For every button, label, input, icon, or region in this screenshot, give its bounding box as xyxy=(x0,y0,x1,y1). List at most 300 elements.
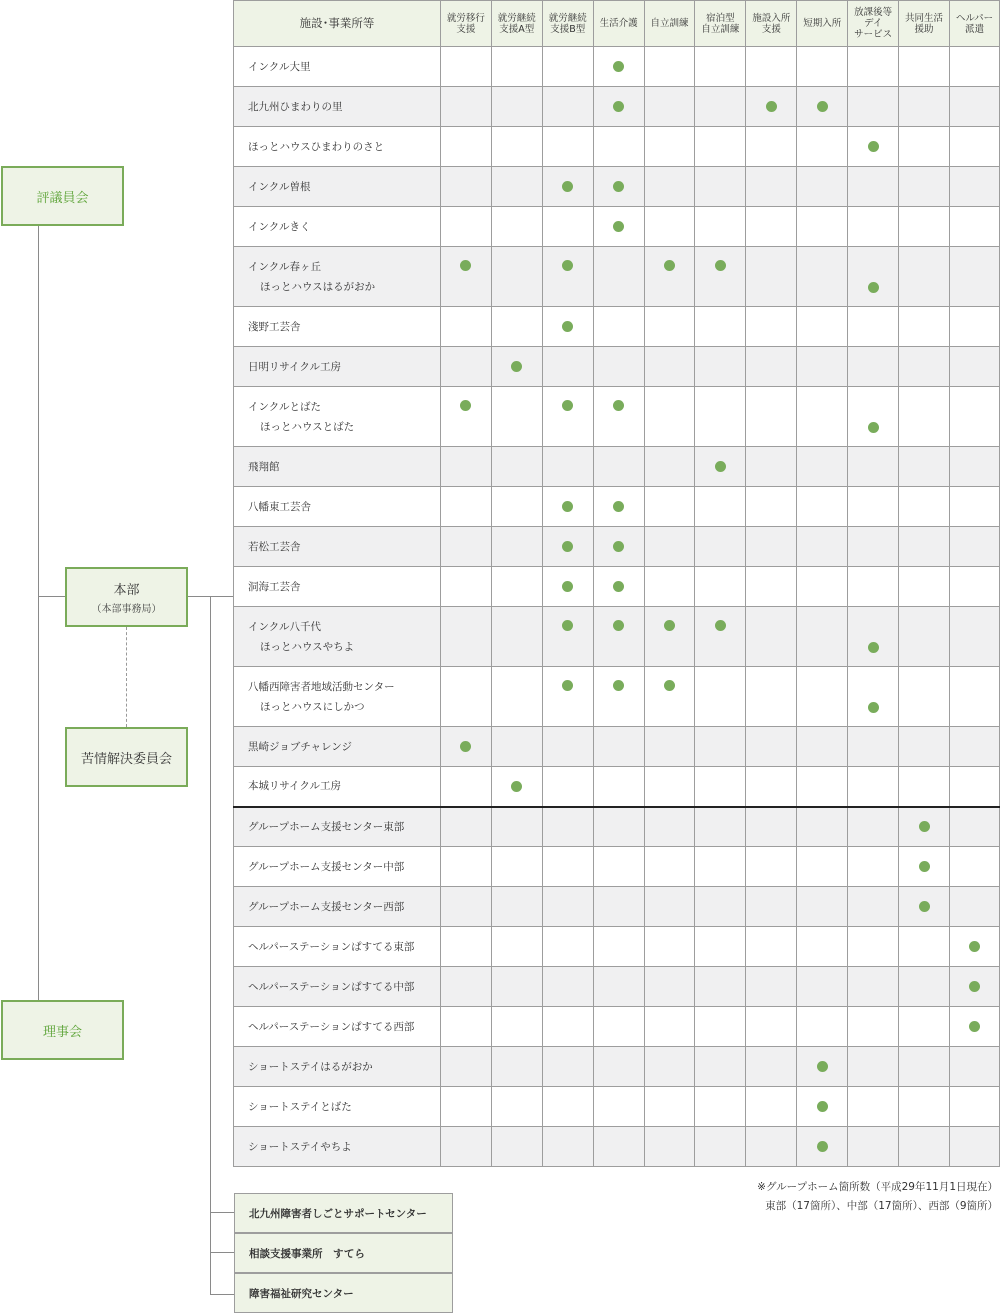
service-dot xyxy=(562,400,573,411)
service-dot xyxy=(817,1101,828,1112)
service-cell xyxy=(440,307,491,347)
service-cell xyxy=(746,447,797,487)
service-cell xyxy=(695,927,746,967)
service-cell xyxy=(899,487,950,527)
service-cell xyxy=(542,1007,593,1047)
service-cell xyxy=(797,807,848,847)
service-cell xyxy=(644,207,695,247)
facility-name-cell xyxy=(234,1087,441,1127)
service-cell xyxy=(440,887,491,927)
service-cell xyxy=(695,127,746,167)
table-row xyxy=(234,47,1000,87)
extra-unit-label: 北九州障害者しごとサポートセンター xyxy=(249,1207,427,1220)
service-cell xyxy=(746,127,797,167)
service-cell xyxy=(746,47,797,87)
service-cell xyxy=(746,1127,797,1167)
facility-name-cell xyxy=(234,167,441,207)
service-cell xyxy=(695,727,746,767)
service-cell xyxy=(491,847,542,887)
table-row xyxy=(234,667,1000,727)
service-cell xyxy=(797,207,848,247)
service-cell xyxy=(848,847,899,887)
service-cell xyxy=(848,1127,899,1167)
table-row xyxy=(234,307,1000,347)
service-cell xyxy=(797,847,848,887)
facility-subname: ほっとハウスにしかつ xyxy=(260,700,365,713)
service-cell xyxy=(746,967,797,1007)
column-header xyxy=(746,1,797,47)
headquarters-grievance-dashed-connector xyxy=(126,627,127,727)
service-cell xyxy=(848,567,899,607)
service-dot xyxy=(562,321,573,332)
service-cell xyxy=(899,167,950,207)
service-cell xyxy=(593,87,644,127)
service-dot xyxy=(919,861,930,872)
extra-unit-label: 相談支援事業所 すてら xyxy=(249,1247,365,1260)
service-cell xyxy=(848,887,899,927)
column-header-line: 自立訓練 xyxy=(701,23,740,35)
service-dot xyxy=(562,181,573,192)
service-cell xyxy=(593,767,644,807)
facility-name-cell xyxy=(234,727,441,767)
service-cell xyxy=(440,567,491,607)
table-row xyxy=(234,927,1000,967)
service-cell xyxy=(542,247,593,307)
service-cell xyxy=(848,87,899,127)
column-header xyxy=(440,1,491,47)
service-cell xyxy=(899,567,950,607)
service-cell xyxy=(695,1047,746,1087)
service-dot xyxy=(868,702,879,713)
service-cell xyxy=(950,607,1000,667)
facility-name: ショートステイやちよ xyxy=(248,1140,352,1153)
service-cell xyxy=(746,527,797,567)
service-cell xyxy=(746,167,797,207)
service-cell xyxy=(491,87,542,127)
facility-name: グループホーム支援センター中部 xyxy=(248,860,405,873)
column-header-line: 就労継続 xyxy=(548,12,587,24)
service-cell xyxy=(848,387,899,447)
service-cell xyxy=(797,127,848,167)
service-dot xyxy=(511,361,522,372)
service-cell xyxy=(899,807,950,847)
service-cell xyxy=(899,767,950,807)
service-cell xyxy=(644,307,695,347)
board-box xyxy=(1,1000,124,1060)
service-cell xyxy=(542,567,593,607)
table-row xyxy=(234,527,1000,567)
column-header-line: 支援 xyxy=(761,23,781,35)
service-cell xyxy=(950,667,1000,727)
service-cell xyxy=(746,387,797,447)
service-cell xyxy=(644,447,695,487)
service-cell xyxy=(440,87,491,127)
service-cell xyxy=(440,127,491,167)
service-cell xyxy=(848,767,899,807)
service-cell xyxy=(950,447,1000,487)
service-cell xyxy=(848,1047,899,1087)
service-cell xyxy=(797,527,848,567)
service-cell xyxy=(797,1007,848,1047)
service-cell xyxy=(542,667,593,727)
service-cell xyxy=(593,527,644,567)
service-cell xyxy=(593,1007,644,1047)
board-label: 理事会 xyxy=(42,1024,82,1040)
service-cell xyxy=(593,127,644,167)
service-cell xyxy=(950,167,1000,207)
service-cell xyxy=(899,527,950,567)
service-cell xyxy=(848,1007,899,1047)
service-cell xyxy=(542,127,593,167)
service-cell xyxy=(746,807,797,847)
service-cell xyxy=(593,1047,644,1087)
service-cell xyxy=(848,447,899,487)
headquarters-branch-vertical xyxy=(210,596,211,1295)
service-cell xyxy=(491,567,542,607)
service-cell xyxy=(899,1087,950,1127)
service-cell xyxy=(491,47,542,87)
service-cell xyxy=(746,307,797,347)
facility-name: インクル八千代 xyxy=(248,620,321,633)
table-row xyxy=(234,347,1000,387)
service-cell xyxy=(542,307,593,347)
service-cell xyxy=(848,167,899,207)
facility-name-cell xyxy=(234,1127,441,1167)
service-cell xyxy=(797,167,848,207)
service-cell xyxy=(491,1127,542,1167)
facility-name: インクル春ヶ丘 xyxy=(248,260,321,273)
facility-name: 八幡西障害者地域活動センター xyxy=(248,680,395,693)
service-dot xyxy=(613,620,624,631)
service-cell xyxy=(797,1127,848,1167)
service-cell xyxy=(899,127,950,167)
service-cell xyxy=(797,347,848,387)
facility-name-cell xyxy=(234,307,441,347)
service-cell xyxy=(848,307,899,347)
service-cell xyxy=(542,1087,593,1127)
service-cell xyxy=(542,847,593,887)
header-row xyxy=(234,1,1000,47)
service-cell xyxy=(593,207,644,247)
service-dot xyxy=(613,541,624,552)
service-cell xyxy=(899,247,950,307)
service-cell xyxy=(746,87,797,127)
service-cell xyxy=(644,1047,695,1087)
service-cell xyxy=(746,487,797,527)
service-cell xyxy=(491,1087,542,1127)
service-cell xyxy=(797,1047,848,1087)
service-cell xyxy=(491,1007,542,1047)
facility-name: ほっとハウスひまわりのさと xyxy=(248,140,385,153)
council-label: 評議員会 xyxy=(36,190,89,206)
service-cell xyxy=(440,967,491,1007)
service-dot xyxy=(868,422,879,433)
facility-name: ヘルパーステーションぱすてる東部 xyxy=(248,940,415,953)
service-cell xyxy=(950,307,1000,347)
facility-name-cell xyxy=(234,887,441,927)
service-cell xyxy=(440,247,491,307)
table-row xyxy=(234,967,1000,1007)
service-cell xyxy=(950,527,1000,567)
facility-name: ヘルパーステーションぱすてる西部 xyxy=(248,1020,415,1033)
service-cell xyxy=(950,847,1000,887)
service-cell xyxy=(542,87,593,127)
facility-name-cell xyxy=(234,247,441,307)
table-row xyxy=(234,127,1000,167)
column-header-line: 自立訓練 xyxy=(650,18,689,29)
facility-name: 淺野工芸舎 xyxy=(248,320,301,333)
table-row xyxy=(234,1087,1000,1127)
service-cell xyxy=(440,847,491,887)
service-cell xyxy=(542,727,593,767)
facility-name: 北九州ひまわりの里 xyxy=(248,100,343,113)
service-dot xyxy=(460,400,471,411)
service-cell xyxy=(695,1127,746,1167)
service-dot xyxy=(715,260,726,271)
table-row xyxy=(234,767,1000,807)
service-cell xyxy=(644,167,695,207)
facility-name: 若松工芸舎 xyxy=(248,540,301,553)
group-home-count-note: ※グループホーム箇所数（平成29年11月1日現在） xyxy=(757,1181,998,1193)
column-header-line: 放課後等 xyxy=(854,7,893,18)
column-header-line: 支援A型 xyxy=(499,23,535,35)
column-header xyxy=(593,1,644,47)
facility-name-cell xyxy=(234,347,441,387)
facility-name: インクルとばた xyxy=(248,400,321,413)
service-cell xyxy=(695,527,746,567)
column-header-line: サービス xyxy=(854,29,893,40)
service-cell xyxy=(899,307,950,347)
column-header-line: ヘルパー xyxy=(955,12,994,24)
service-cell xyxy=(440,347,491,387)
service-cell xyxy=(746,1047,797,1087)
service-cell xyxy=(644,1087,695,1127)
service-cell xyxy=(848,207,899,247)
extra-unit-label: 障害福祉研究センター xyxy=(249,1287,354,1300)
service-cell xyxy=(899,47,950,87)
column-header-line: 短期入所 xyxy=(803,18,842,29)
service-cell xyxy=(542,1127,593,1167)
service-cell xyxy=(695,567,746,607)
service-cell xyxy=(593,167,644,207)
service-cell xyxy=(542,527,593,567)
column-header-line: 宿泊型 xyxy=(706,12,735,24)
service-cell xyxy=(644,727,695,767)
service-cell xyxy=(848,667,899,727)
service-cell xyxy=(491,207,542,247)
service-cell xyxy=(797,607,848,667)
service-cell xyxy=(593,47,644,87)
service-cell xyxy=(797,767,848,807)
service-cell xyxy=(746,1007,797,1047)
facility-name-cell xyxy=(234,387,441,447)
service-cell xyxy=(899,1127,950,1167)
service-cell xyxy=(950,927,1000,967)
service-cell xyxy=(695,847,746,887)
service-cell xyxy=(695,607,746,667)
service-cell xyxy=(950,887,1000,927)
service-cell xyxy=(950,127,1000,167)
headquarters-sublabel: （本部事務局） xyxy=(91,604,162,615)
table-row xyxy=(234,487,1000,527)
service-cell xyxy=(440,1047,491,1087)
service-cell xyxy=(848,607,899,667)
service-cell xyxy=(695,1087,746,1127)
service-cell xyxy=(899,207,950,247)
service-cell xyxy=(746,727,797,767)
service-cell xyxy=(542,207,593,247)
trunk-headquarters-connector xyxy=(38,596,65,597)
facility-name-cell xyxy=(234,607,441,667)
service-cell xyxy=(899,1007,950,1047)
service-cell xyxy=(797,487,848,527)
service-dot xyxy=(969,941,980,952)
table-row xyxy=(234,847,1000,887)
service-cell xyxy=(593,387,644,447)
service-cell xyxy=(950,1087,1000,1127)
service-cell xyxy=(644,487,695,527)
service-cell xyxy=(746,1087,797,1127)
service-cell xyxy=(542,167,593,207)
service-dot xyxy=(868,282,879,293)
service-dot xyxy=(664,680,675,691)
service-cell xyxy=(950,1047,1000,1087)
service-cell xyxy=(899,887,950,927)
service-cell xyxy=(848,527,899,567)
service-cell xyxy=(950,767,1000,807)
facility-name: 日明リサイクル工房 xyxy=(248,360,342,373)
service-dot xyxy=(613,400,624,411)
service-cell xyxy=(644,967,695,1007)
service-cell xyxy=(644,1007,695,1047)
facility-name: ショートステイはるがおか xyxy=(248,1060,373,1073)
service-cell xyxy=(695,887,746,927)
service-cell xyxy=(440,767,491,807)
service-cell xyxy=(593,927,644,967)
service-cell xyxy=(542,767,593,807)
service-cell xyxy=(950,247,1000,307)
service-cell xyxy=(797,567,848,607)
table-row xyxy=(234,447,1000,487)
service-cell xyxy=(695,307,746,347)
service-cell xyxy=(848,967,899,1007)
service-cell xyxy=(899,347,950,387)
service-cell xyxy=(797,667,848,727)
service-cell xyxy=(440,727,491,767)
service-cell xyxy=(491,127,542,167)
service-cell xyxy=(644,927,695,967)
facility-name: グループホーム支援センター東部 xyxy=(248,820,405,833)
service-cell xyxy=(491,767,542,807)
service-cell xyxy=(644,387,695,447)
service-cell xyxy=(695,387,746,447)
column-header-line: 生活介護 xyxy=(599,18,638,29)
service-cell xyxy=(644,527,695,567)
column-header xyxy=(644,1,695,47)
service-cell xyxy=(695,967,746,1007)
service-cell xyxy=(542,807,593,847)
service-dot xyxy=(613,61,624,72)
service-cell xyxy=(848,927,899,967)
service-cell xyxy=(440,807,491,847)
service-dot xyxy=(715,620,726,631)
service-cell xyxy=(644,767,695,807)
service-cell xyxy=(491,487,542,527)
service-cell xyxy=(593,667,644,727)
facility-name-cell xyxy=(234,847,441,887)
service-cell xyxy=(491,887,542,927)
service-cell xyxy=(491,927,542,967)
column-header-line: 施設入所 xyxy=(752,12,791,24)
service-cell xyxy=(899,847,950,887)
service-cell xyxy=(644,567,695,607)
branch-extra-3 xyxy=(210,1294,234,1295)
group-home-breakdown-note: 東部（17箇所）、中部（17箇所）、西部（9箇所） xyxy=(765,1200,998,1212)
service-cell xyxy=(593,887,644,927)
column-header-line: デイ xyxy=(863,18,883,29)
service-cell xyxy=(440,207,491,247)
table-row xyxy=(234,1047,1000,1087)
column-header-line: 就労継続 xyxy=(497,12,536,24)
service-cell xyxy=(440,47,491,87)
column-header xyxy=(950,1,1000,47)
service-cell xyxy=(848,807,899,847)
service-cell xyxy=(440,1007,491,1047)
service-cell xyxy=(644,87,695,127)
service-cell xyxy=(593,307,644,347)
service-matrix-table xyxy=(233,0,1000,1167)
service-cell xyxy=(848,127,899,167)
headquarters-box xyxy=(65,567,188,627)
service-cell xyxy=(950,967,1000,1007)
service-cell xyxy=(593,807,644,847)
service-cell xyxy=(695,667,746,727)
service-cell xyxy=(491,807,542,847)
service-cell xyxy=(644,127,695,167)
service-dot xyxy=(664,620,675,631)
service-cell xyxy=(695,207,746,247)
service-cell xyxy=(950,1127,1000,1167)
table-row xyxy=(234,727,1000,767)
table-row xyxy=(234,1127,1000,1167)
service-cell xyxy=(848,727,899,767)
service-cell xyxy=(746,607,797,667)
facility-subname: ほっとハウスとばた xyxy=(260,420,355,433)
service-cell xyxy=(899,387,950,447)
service-cell xyxy=(644,1127,695,1167)
table-row xyxy=(234,247,1000,307)
facility-name-cell xyxy=(234,967,441,1007)
service-dot xyxy=(664,260,675,271)
facility-name: 八幡東工芸舎 xyxy=(248,500,311,513)
service-cell xyxy=(695,447,746,487)
table-row xyxy=(234,887,1000,927)
service-cell xyxy=(695,347,746,387)
service-cell xyxy=(440,167,491,207)
service-cell xyxy=(797,447,848,487)
service-dot xyxy=(613,101,624,112)
service-cell xyxy=(797,887,848,927)
service-dot xyxy=(868,642,879,653)
service-cell xyxy=(746,567,797,607)
headquarters-label: 本部 xyxy=(113,583,140,598)
service-cell xyxy=(695,87,746,127)
service-dot xyxy=(562,620,573,631)
column-header-line: 支援 xyxy=(456,23,476,35)
service-cell xyxy=(440,447,491,487)
table-row xyxy=(234,807,1000,847)
column-header xyxy=(491,1,542,47)
